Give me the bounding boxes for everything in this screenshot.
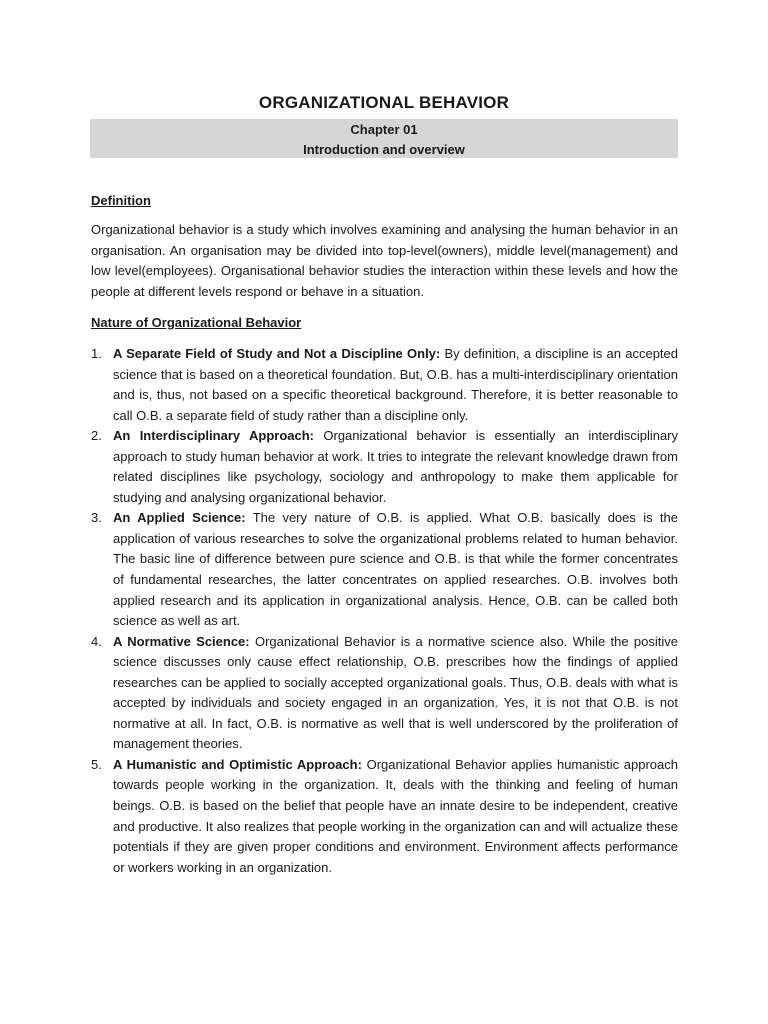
list-item-number: 2. xyxy=(91,428,102,444)
nature-list xyxy=(91,344,678,878)
chapter-subtitle: Introduction and overview xyxy=(303,142,465,157)
list-item-text: By definition, a discipline is an accepted science that is based on a theoretical foundation. But, O.B. has a multi-interdisciplinary orientation and is, thus, not based on a specific theoretical background. Therefore, it is better reasonable to call O.B. a separate field of study rather than a discipline only. xyxy=(113,346,678,423)
list-item-title: A Humanistic and Optimistic Approach: xyxy=(113,756,362,772)
list-item xyxy=(91,508,678,631)
list-item-number: 3. xyxy=(91,510,102,526)
list-item-title: An Interdisciplinary Approach: xyxy=(113,428,314,444)
list-item xyxy=(91,344,678,426)
list-item-number: 1. xyxy=(91,346,102,361)
list-item-text: Organizational Behavior is a normative science also. While the positive science discusses only cause effect relationship, O.B. prescribes how the findings of applied researches can be applied to socially accepted organizational goals. Thus, O.B. deals with what is accepted by individuals and society engaged in an organization. Yes, it is not that O.B. is not normative at all. In fact, O.B. is normative as well that is well underscored by the proliferation of management theories. xyxy=(113,633,678,752)
list-item-number: 4. xyxy=(91,633,102,649)
definition-paragraph: Organizational behavior is a study which involves examining and analysing the human behavior in an organisation. An organisation may be divided into top-level(owners), middle level(management) and low level(employees). Organisational behavior studies the interaction within these levels and how the people at different levels respond or behave in a situation. xyxy=(91,222,678,300)
list-item-text: The very nature of O.B. is applied. What O.B. basically does is the application of various researches to solve the organizational problems related to human behavior. The basic line of difference between pure science and O.B. is that while the former concentrates of fundamental researches, the latter concentrates on applied researches. O.B. involves both applied research and its application in organizational analysis. Hence, O.B. can be called both science as well as art. xyxy=(113,510,678,629)
document-title: ORGANIZATIONAL BEHAVIOR xyxy=(258,93,510,112)
nature-heading: Nature of Organizational Behavior xyxy=(91,315,302,330)
list-item-title: An Applied Science: xyxy=(113,510,246,526)
chapter-banner xyxy=(90,119,678,158)
list-item-text: Organizational behavior is essentially an interdisciplinary approach to study human behavior at work. It tries to integrate the relevant knowledge drawn from related disciplines like psychology, sociology and anthropology to make them applicable for studying and analysing organizational behavior. xyxy=(113,428,679,505)
list-item-number: 5. xyxy=(91,756,102,772)
list-item xyxy=(91,426,678,508)
list-item-title: A Separate Field of Study and Not a Discipline Only: xyxy=(113,346,441,361)
list-item xyxy=(91,755,678,878)
chapter-number: Chapter 01 xyxy=(350,122,418,137)
definition-heading: Definition xyxy=(91,193,151,208)
list-item-title: A Normative Science: xyxy=(113,633,250,649)
list-item xyxy=(91,632,678,755)
list-item-text: Organizational Behavior applies humanistic approach towards people working in the organization. It, deals with the thinking and feeling of human beings. O.B. is based on the belief that people have an innate desire to be independent, creative and productive. It also realizes that people working in the organization can and will actualize these potentials if they are given proper conditions and environment. Environment affects performance or workers working in an organization. xyxy=(113,756,678,875)
